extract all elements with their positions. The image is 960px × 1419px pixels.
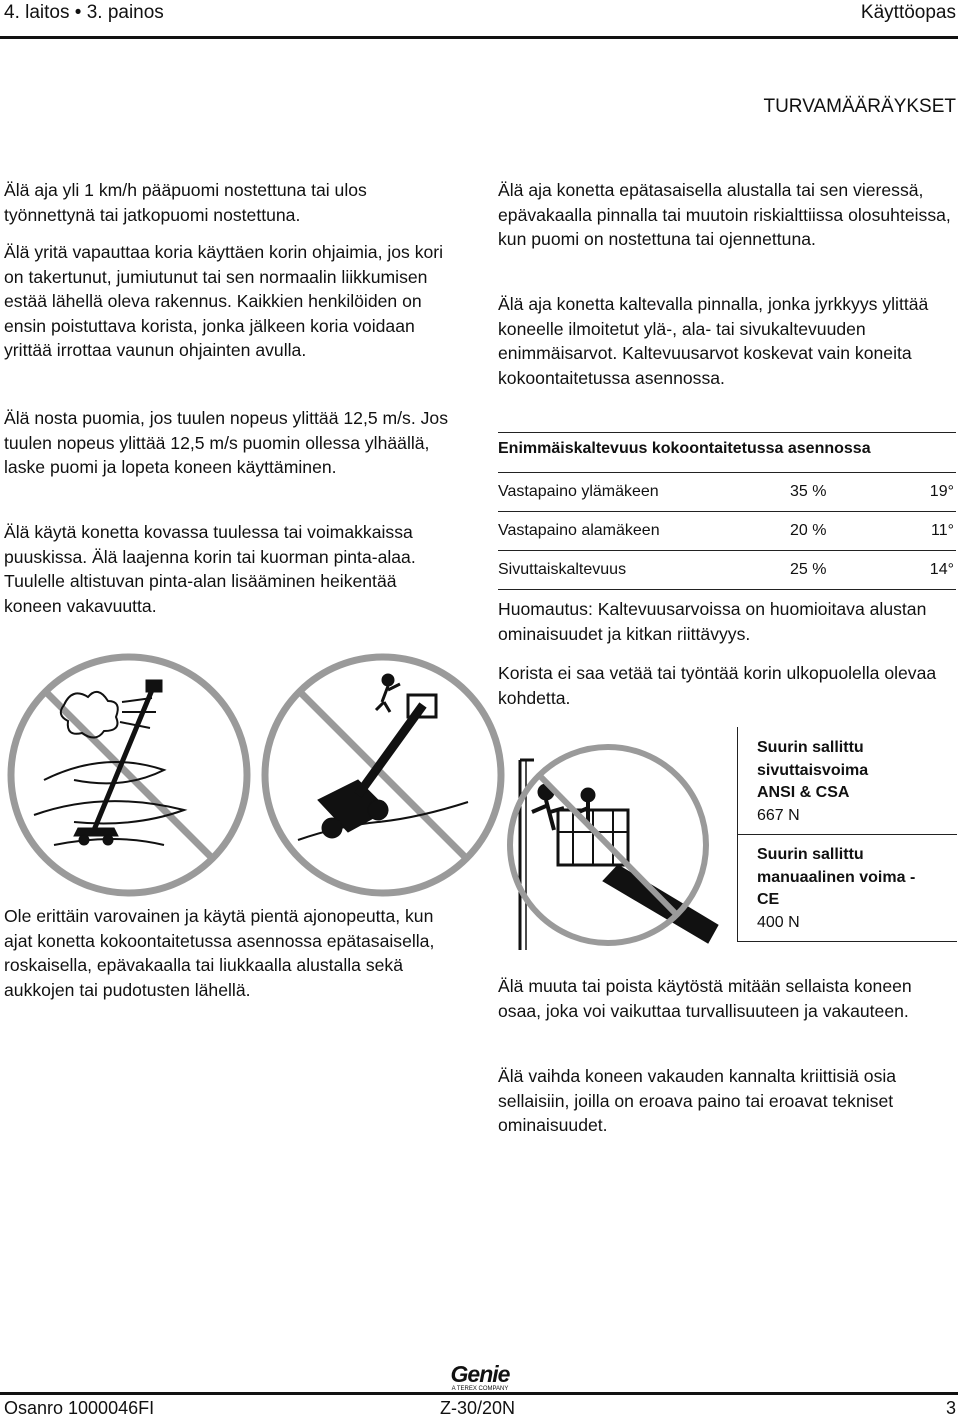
side-force-block (757, 737, 957, 827)
logo-wordmark: Genie (450, 1361, 510, 1387)
row-percent: 25 % (790, 561, 827, 578)
table-row (498, 550, 956, 590)
manual-force-title-2: manuaalinen voima - (757, 868, 916, 886)
right-paragraph-5: Älä vaihda koneen vakauden kannalta kriittisiä osia sellaisiin, joilla on eroava paino tai eroavat tekniset ominaisuudet. (498, 1066, 897, 1135)
side-force-title-1: Suurin sallittu (757, 739, 864, 756)
part-number: Osanro 1000046FI (4, 1398, 155, 1418)
header-rule (0, 36, 958, 39)
manual-force-block (757, 844, 957, 934)
edition-label: 4. laitos • 3. painos (4, 2, 164, 23)
left-paragraph-2: Älä yritä vapauttaa koria käyttäen korin ohjaimia, jos kori on takertunut, jumiutunut tai sen normaalin liikkumisen estää lähellä oleva rakennus. Kaikkien henkilöiden on ensin poistuttava korista, jonka jälkeen koria voidaan yrittää irrottaa vaunun ohjainten avulla. (4, 242, 444, 360)
manual-force-title-3: CE (757, 891, 780, 908)
model-number: Z-30/20N (440, 1398, 516, 1418)
force-box-bottom (737, 941, 957, 942)
row-degrees: 11° (930, 522, 954, 539)
page-number: 3 (945, 1398, 956, 1418)
genie-logo (444, 1362, 516, 1393)
right-paragraph-2: Älä aja konetta kaltevalla pinnalla, jonka jyrkkyys ylittää koneelle ilmoitetut ylä-, ala- tai sivukaltevuuden enimmäisarvot. Kaltevuusarvot koskevat vain koneita kokoontaitetussa asennossa. (498, 294, 929, 388)
row-degrees: 14° (929, 561, 954, 578)
row-degrees: 19° (929, 483, 954, 500)
row-label: Sivuttaiskaltevuus (498, 561, 627, 578)
section-title: TURVAMÄÄRÄYKSET (763, 96, 956, 117)
row-percent: 20 % (790, 522, 827, 539)
no-tipping-illustration (258, 650, 508, 900)
side-force-value: 667 N (757, 806, 800, 824)
slope-note: Huomautus: Kaltevuusarvoissa on huomioitava alustan ominaisuudet ja kitkan riittävyys. (498, 599, 927, 644)
side-force-title-3: ANSI & CSA (757, 784, 850, 801)
left-paragraph-1: Älä aja yli 1 km/h pääpuomi nostettuna tai ulos työnnettynä tai jatkopuomi nostettuna. (4, 180, 367, 225)
force-divider (737, 834, 957, 835)
right-paragraph-3: Korista ei saa vetää tai työntää korin ulkopuolella olevaa kohdetta. (498, 663, 937, 708)
no-wind-operation-illustration (4, 650, 254, 900)
document-type: Käyttöopas (860, 2, 956, 23)
side-force-title-2: sivuttaisvoima (757, 761, 869, 779)
left-paragraph-4: Älä käytä konetta kovassa tuulessa tai voimakkaissa puuskissa. Älä laajenna korin tai kuorman pinta-alaa. Tuulelle altistuvan pinta-alan lisääminen heikentää koneen vakavuutta. (4, 522, 416, 616)
row-label: Vastapaino ylämäkeen (498, 483, 659, 500)
manual-force-value: 400 N (757, 913, 800, 931)
row-label: Vastapaino alamäkeen (498, 522, 660, 539)
table-top-rule (498, 432, 956, 433)
row-percent: 35 % (790, 483, 827, 500)
logo-subtitle: A TEREX COMPANY (451, 1386, 509, 1392)
table-row (498, 511, 956, 550)
no-pushing-illustration (498, 740, 738, 950)
max-slope-table (498, 432, 956, 592)
table-row (498, 472, 956, 511)
right-paragraph-4: Älä muuta tai poista käytöstä mitään sellaista koneen osaa, joka voi vaikuttaa turvallisuuteen ja vakauteen. (498, 976, 912, 1021)
table-title: Enimmäiskaltevuus kokoontaitetussa asennossa (498, 440, 871, 457)
manual-force-title-1: Suurin sallittu (757, 846, 864, 863)
left-paragraph-3: Älä nosta puomia, jos tuulen nopeus ylittää 12,5 m/s. Jos tuulen nopeus ylittää 12,5 m/s puomin ollessa ylhäällä, laske puomi ja lopeta koneen käyttäminen. (4, 408, 449, 477)
footer-rule (0, 1392, 958, 1395)
right-paragraph-1: Älä aja konetta epätasaisella alustalla tai sen vieressä, epävakaalla pinnalla tai muutoin riskialttiissa olosuhteissa, kun puomi on nostettuna tai ojennettuna. (498, 180, 951, 249)
left-paragraph-5: Ole erittäin varovainen ja käytä pientä ajonopeutta, kun ajat konetta kokoontaitetussa asennossa epätasaisella, roskaisella, epävakaalla tai liukkaalla alustalla sekä aukkojen tai pudotusten lähellä. (4, 906, 435, 1000)
